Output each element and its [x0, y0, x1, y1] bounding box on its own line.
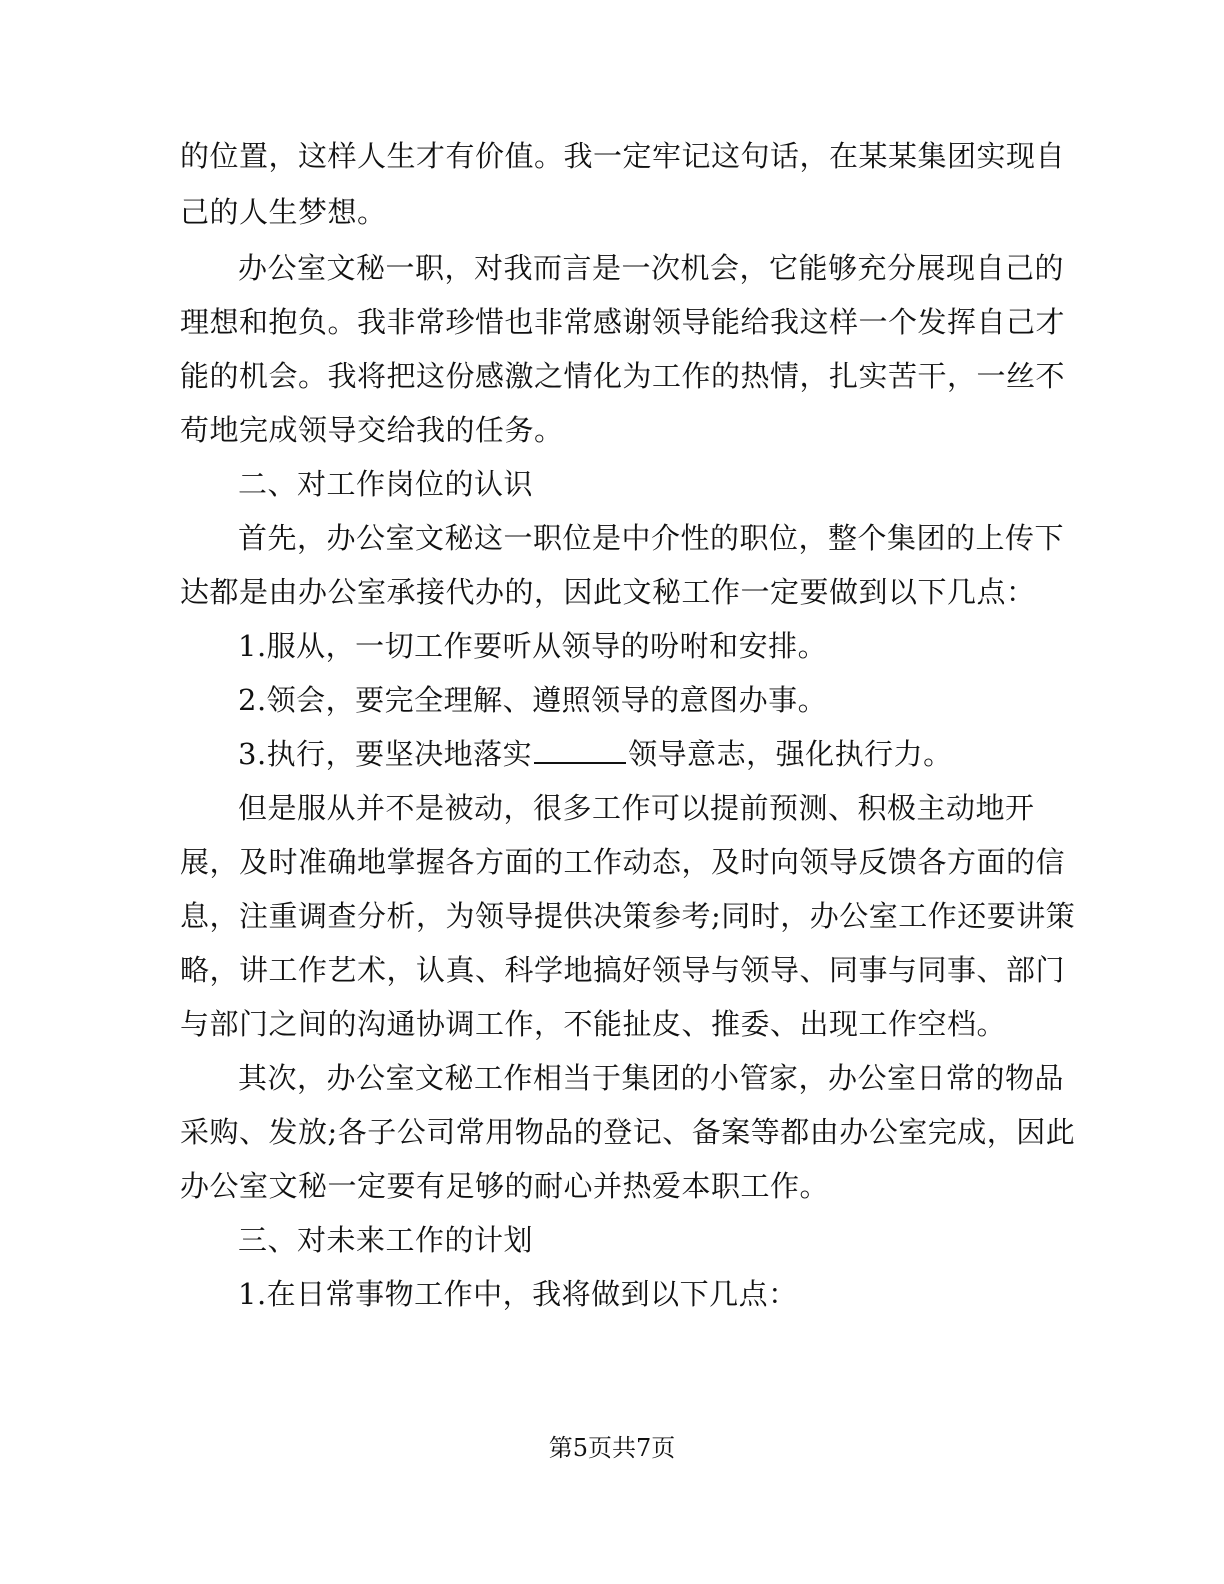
paragraph-line: 展，及时准确地掌握各方面的工作动态，及时向领导反馈各方面的信	[180, 845, 1066, 879]
paragraph-line: 理想和抱负。我非常珍惜也非常感谢领导能给我这样一个发挥自己才	[180, 305, 1066, 339]
page-number-footer: 第5页共7页	[548, 1434, 676, 1462]
list-item: 1.服从，一切工作要听从领导的吩咐和安排。	[238, 629, 828, 663]
paragraph-line: 能的机会。我将把这份感激之情化为工作的热情，扎实苦干，一丝不	[180, 359, 1066, 393]
paragraph-line: 办公室文秘一职，对我而言是一次机会，它能够充分展现自己的	[238, 251, 1065, 285]
paragraph-line: 苟地完成领导交给我的任务。	[180, 413, 564, 447]
paragraph-line: 略，讲工作艺术，认真、科学地搞好领导与领导、同事与同事、部门	[180, 953, 1066, 987]
blank-underline	[534, 736, 626, 764]
paragraph-line: 采购、发放;各子公司常用物品的登记、备案等都由办公室完成，因此	[180, 1115, 1076, 1149]
paragraph-line: 其次，办公室文秘工作相当于集团的小管家，办公室日常的物品	[238, 1061, 1065, 1095]
paragraph-line: 达都是由办公室承接代办的，因此文秘工作一定要做到以下几点：	[180, 575, 1036, 609]
section-heading: 三、对未来工作的计划	[238, 1223, 534, 1257]
paragraph-line: 己的人生梦想。	[180, 195, 387, 229]
list-item-text: 3.执行，要坚决地落实	[238, 737, 533, 771]
section-heading: 二、对工作岗位的认识	[238, 467, 534, 501]
list-item	[238, 726, 1108, 782]
paragraph-line: 息，注重调查分析，为领导提供决策参考;同时，办公室工作还要讲策	[180, 899, 1076, 933]
paragraph-line: 的位置，这样人生才有价值。我一定牢记这句话，在某某集团实现自	[180, 139, 1066, 173]
paragraph-line: 但是服从并不是被动，很多工作可以提前预测、积极主动地开	[238, 791, 1035, 825]
paragraph-line: 办公室文秘一定要有足够的耐心并热爱本职工作。	[180, 1169, 830, 1203]
list-item-text: 领导意志，强化执行力。	[628, 737, 953, 771]
paragraph-line: 首先，办公室文秘这一职位是中介性的职位，整个集团的上传下	[238, 521, 1065, 555]
paragraph-line: 与部门之间的沟通协调工作，不能扯皮、推委、出现工作空档。	[180, 1007, 1007, 1041]
list-item: 2.领会，要完全理解、遵照领导的意图办事。	[238, 683, 828, 717]
list-item: 1.在日常事物工作中，我将做到以下几点：	[238, 1277, 798, 1311]
